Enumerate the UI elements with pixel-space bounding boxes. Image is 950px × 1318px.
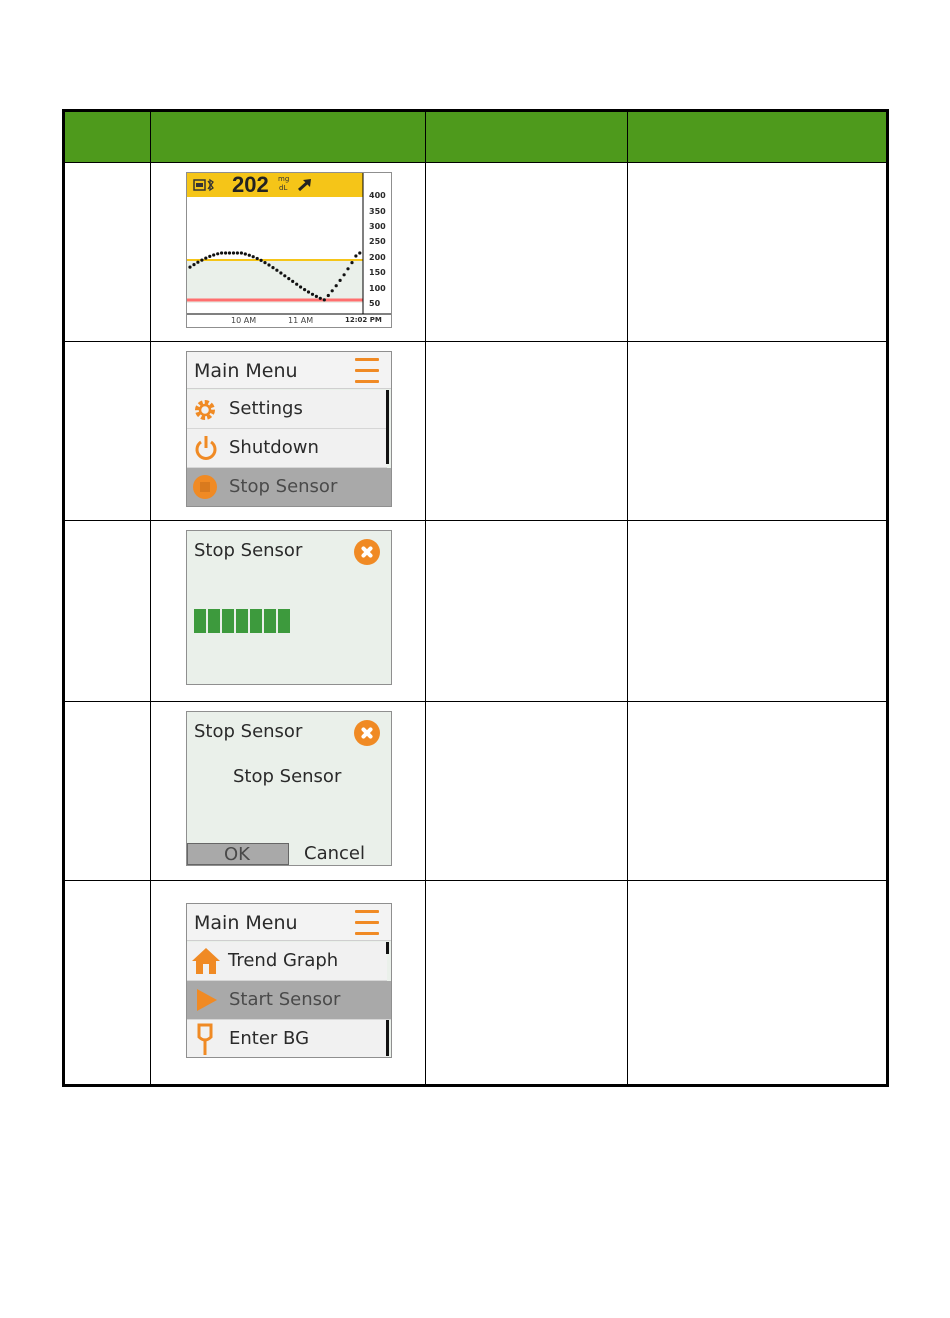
menu-item-shutdown[interactable] bbox=[187, 429, 387, 468]
y-tick-label: 150 bbox=[369, 268, 386, 277]
row-divider bbox=[65, 880, 886, 881]
reading-dot bbox=[350, 261, 353, 264]
reading-dot bbox=[315, 295, 318, 298]
unit-top: mg bbox=[278, 175, 290, 183]
y-tick-label: 400 bbox=[369, 191, 386, 200]
menu-title-bar bbox=[187, 352, 391, 389]
reading-dot bbox=[291, 280, 294, 283]
menu-item-settings[interactable] bbox=[187, 390, 387, 429]
reading-dot bbox=[327, 294, 330, 297]
reading-dot bbox=[319, 297, 322, 300]
menu-item-label: Shutdown bbox=[229, 437, 319, 458]
reading-dot bbox=[346, 267, 349, 270]
scrollbar[interactable] bbox=[386, 390, 389, 464]
y-tick-label: 100 bbox=[369, 284, 386, 293]
ok-button[interactable] bbox=[187, 843, 289, 865]
x-tick-label: 10 AM bbox=[231, 316, 257, 325]
menu-item-enter-bg[interactable] bbox=[187, 1020, 387, 1058]
column-divider bbox=[627, 112, 628, 1084]
row-divider bbox=[65, 341, 886, 342]
reading-dot bbox=[188, 266, 191, 269]
reading-dot bbox=[196, 261, 199, 264]
reading-dot bbox=[271, 266, 274, 269]
blood-glucose-meter-icon bbox=[195, 1023, 217, 1057]
progress-bar bbox=[194, 609, 290, 633]
home-icon bbox=[190, 946, 222, 976]
reading-dot bbox=[252, 255, 255, 258]
reading-dot bbox=[287, 277, 290, 280]
procedure-table bbox=[62, 109, 889, 1087]
main-menu-screen bbox=[186, 903, 392, 1058]
reading-dot bbox=[343, 273, 346, 276]
column-divider bbox=[150, 112, 151, 1084]
y-tick-label: 250 bbox=[369, 237, 386, 246]
reading-dot bbox=[256, 257, 259, 260]
reading-dot bbox=[267, 263, 270, 266]
reading-dot bbox=[216, 252, 219, 255]
hamburger-menu-icon[interactable] bbox=[355, 910, 379, 936]
menu-title: Main Menu bbox=[194, 360, 298, 382]
row-divider bbox=[65, 701, 886, 702]
y-tick-label: 300 bbox=[369, 222, 386, 231]
close-icon[interactable] bbox=[354, 720, 380, 746]
reading-dot bbox=[311, 293, 314, 296]
hamburger-menu-icon[interactable] bbox=[355, 358, 379, 384]
reading-dot bbox=[224, 251, 227, 254]
reading-dot bbox=[331, 289, 334, 292]
progress-segment bbox=[250, 609, 262, 633]
power-icon bbox=[193, 434, 219, 462]
gear-icon bbox=[191, 396, 219, 424]
y-tick-label: 50 bbox=[369, 299, 381, 308]
menu-item-label: Settings bbox=[229, 398, 303, 419]
menu-item-stop-sensor[interactable] bbox=[187, 468, 391, 507]
scrollbar[interactable] bbox=[386, 1020, 389, 1056]
play-icon bbox=[194, 987, 220, 1013]
reading-dot bbox=[260, 259, 263, 262]
reading-dot bbox=[303, 288, 306, 291]
menu-title-bar bbox=[187, 904, 391, 941]
reading-dot bbox=[299, 285, 302, 288]
x-tick-label: 12:02 PM bbox=[345, 316, 382, 324]
trend-graph-screen bbox=[186, 172, 392, 328]
glucose-value: 202 bbox=[232, 172, 269, 197]
reading-dot bbox=[335, 284, 338, 287]
progress-segment bbox=[236, 609, 248, 633]
menu-item-label: Stop Sensor bbox=[229, 476, 338, 497]
reading-dot bbox=[212, 253, 215, 256]
progress-segment bbox=[278, 609, 290, 633]
menu-item-label: Start Sensor bbox=[229, 989, 341, 1010]
stop-sensor-icon bbox=[191, 473, 219, 501]
reading-dot bbox=[228, 251, 231, 254]
stop-sensor-progress-screen bbox=[186, 530, 392, 685]
scrollbar[interactable] bbox=[386, 942, 389, 954]
reading-dot bbox=[307, 290, 310, 293]
menu-item-label: Trend Graph bbox=[228, 950, 339, 971]
reading-dot bbox=[208, 255, 211, 258]
reading-dot bbox=[240, 251, 243, 254]
reading-dot bbox=[192, 263, 195, 266]
reading-dot bbox=[283, 274, 286, 277]
reading-dot bbox=[232, 251, 235, 254]
cancel-button[interactable] bbox=[291, 843, 391, 865]
menu-item-label: Enter BG bbox=[229, 1028, 310, 1049]
x-tick-label: 11 AM bbox=[288, 316, 314, 325]
reading-dot bbox=[200, 259, 203, 262]
menu-item-start-sensor[interactable] bbox=[187, 981, 391, 1020]
screen-title: Stop Sensor bbox=[194, 540, 303, 561]
progress-segment bbox=[264, 609, 276, 633]
reading-dot bbox=[354, 254, 357, 257]
main-menu-screen bbox=[186, 351, 392, 507]
progress-segment bbox=[194, 609, 206, 633]
stop-sensor-confirm-screen bbox=[186, 711, 392, 866]
cancel-button-label: Cancel bbox=[304, 843, 365, 864]
reading-dot bbox=[358, 251, 361, 254]
table-header-row bbox=[65, 112, 886, 163]
reading-dot bbox=[263, 261, 266, 264]
reading-dot bbox=[279, 271, 282, 274]
screen-title: Stop Sensor bbox=[194, 721, 303, 742]
reading-dot bbox=[236, 251, 239, 254]
reading-dot bbox=[204, 257, 207, 260]
unit-bottom: dL bbox=[279, 184, 288, 192]
y-tick-label: 350 bbox=[369, 207, 386, 216]
progress-segment bbox=[222, 609, 234, 633]
reading-dot bbox=[295, 283, 298, 286]
reading-dot bbox=[248, 254, 251, 257]
trend-chart bbox=[187, 173, 392, 328]
reading-dot bbox=[275, 269, 278, 272]
reading-dot bbox=[220, 251, 223, 254]
reading-dot bbox=[323, 298, 326, 301]
target-range-band bbox=[187, 260, 363, 303]
confirm-message: Stop Sensor bbox=[233, 766, 342, 787]
progress-segment bbox=[208, 609, 220, 633]
close-icon[interactable] bbox=[354, 539, 380, 565]
menu-title: Main Menu bbox=[194, 912, 298, 934]
menu-item-trend-graph[interactable] bbox=[187, 942, 387, 981]
y-tick-label: 200 bbox=[369, 253, 386, 262]
column-divider bbox=[425, 112, 426, 1084]
reading-dot bbox=[244, 252, 247, 255]
row-divider bbox=[65, 520, 886, 521]
ok-button-label: OK bbox=[224, 844, 250, 865]
reading-dot bbox=[339, 279, 342, 282]
